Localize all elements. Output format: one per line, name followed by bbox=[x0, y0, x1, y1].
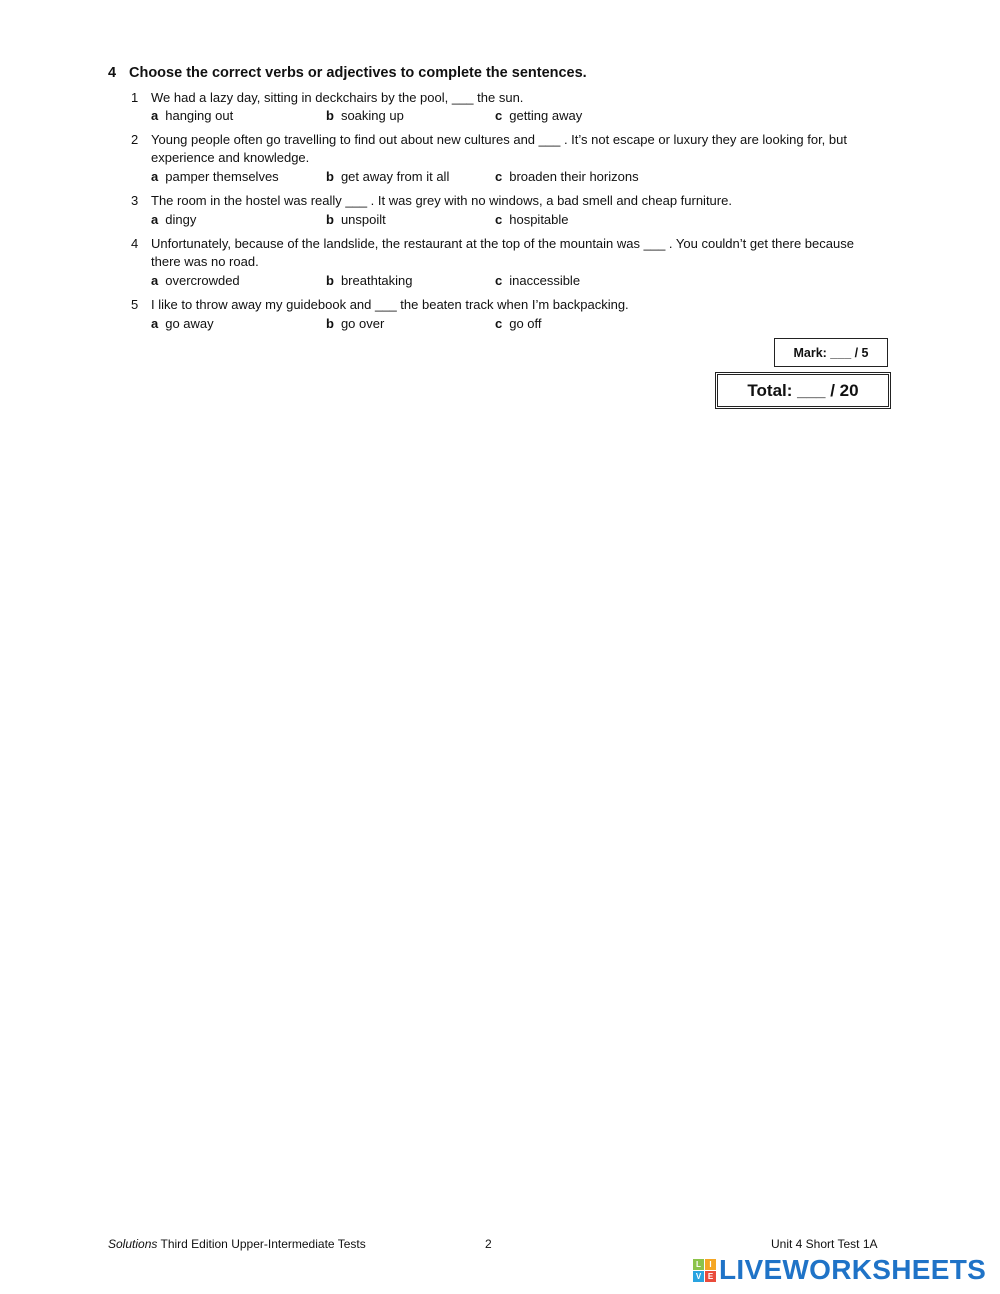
option-a[interactable] bbox=[151, 168, 279, 186]
option-text: go off bbox=[509, 316, 542, 331]
exercise-instruction: Choose the correct verbs or adjectives to complete the sentences. bbox=[129, 65, 587, 81]
exercise-title bbox=[108, 65, 587, 81]
footer-test-name: Unit 4 Short Test 1A bbox=[771, 1237, 878, 1251]
option-text: broaden their horizons bbox=[509, 169, 639, 184]
option-c[interactable] bbox=[495, 107, 582, 125]
question-text: Unfortunately, because of the landslide, the restaurant at the top of the mountain was ___ . You couldn’t get there because there was no road. bbox=[151, 236, 854, 269]
option-letter: a bbox=[151, 316, 159, 331]
option-b[interactable] bbox=[326, 107, 404, 125]
option-b[interactable] bbox=[326, 211, 386, 229]
question-text: Young people often go travelling to find out about new cultures and ___ . It’s not escape or luxury they are looking for, but experience and knowledge. bbox=[151, 132, 847, 165]
question-number: 1 bbox=[131, 90, 139, 105]
option-a[interactable] bbox=[151, 107, 233, 125]
logo-tile: L bbox=[693, 1259, 704, 1270]
option-letter: c bbox=[495, 316, 503, 331]
option-c[interactable] bbox=[495, 272, 580, 290]
question-number: 4 bbox=[131, 236, 139, 251]
option-text: dingy bbox=[165, 212, 197, 227]
option-letter: b bbox=[326, 316, 334, 331]
question-text: We had a lazy day, sitting in deckchairs by the pool, ___ the sun. bbox=[151, 90, 524, 105]
question-number: 3 bbox=[131, 193, 139, 208]
option-letter: a bbox=[151, 212, 159, 227]
option-text: hanging out bbox=[165, 108, 234, 123]
option-text: go away bbox=[165, 316, 214, 331]
option-c[interactable] bbox=[495, 211, 569, 229]
option-b[interactable] bbox=[326, 315, 384, 333]
footer-book-title-italic: Solutions bbox=[108, 1237, 158, 1251]
option-letter: b bbox=[326, 212, 334, 227]
mark-box: Mark: ___ / 5 bbox=[774, 338, 888, 367]
option-b[interactable] bbox=[326, 168, 449, 186]
option-letter: a bbox=[151, 273, 159, 288]
option-letter: c bbox=[495, 169, 503, 184]
option-text: soaking up bbox=[340, 108, 404, 123]
logo-tile: V bbox=[693, 1271, 704, 1282]
option-text: go over bbox=[340, 316, 385, 331]
option-letter: b bbox=[326, 108, 334, 123]
option-a[interactable] bbox=[151, 315, 214, 333]
footer-book-title-rest: Third Edition Upper-Intermediate Tests bbox=[157, 1237, 366, 1251]
liveworksheets-logo-icon bbox=[693, 1259, 716, 1282]
option-letter: b bbox=[326, 169, 334, 184]
question-text: I like to throw away my guidebook and ___ the beaten track when I’m backpacking. bbox=[151, 297, 629, 312]
option-text: unspoilt bbox=[340, 212, 386, 227]
total-box: Total: ___ / 20 bbox=[715, 372, 891, 409]
option-c[interactable] bbox=[495, 315, 542, 333]
option-b[interactable] bbox=[326, 272, 413, 290]
logo-tile: I bbox=[705, 1259, 716, 1270]
option-a[interactable] bbox=[151, 211, 196, 229]
liveworksheets-logo[interactable] bbox=[693, 1255, 986, 1285]
option-text: hospitable bbox=[509, 212, 569, 227]
option-letter: b bbox=[326, 273, 334, 288]
question-number: 5 bbox=[131, 297, 139, 312]
option-text: pamper themselves bbox=[165, 169, 279, 184]
option-text: inaccessible bbox=[509, 273, 581, 288]
logo-tile: E bbox=[705, 1271, 716, 1282]
option-a[interactable] bbox=[151, 272, 240, 290]
question-number: 2 bbox=[131, 132, 139, 147]
option-letter: a bbox=[151, 169, 159, 184]
question-text: The room in the hostel was really ___ . It was grey with no windows, a bad smell and cheap furniture. bbox=[151, 193, 732, 208]
option-text: getting away bbox=[509, 108, 583, 123]
footer-book-title bbox=[108, 1237, 366, 1251]
option-text: get away from it all bbox=[340, 169, 450, 184]
footer-page-number: 2 bbox=[485, 1237, 492, 1251]
option-letter: c bbox=[495, 108, 503, 123]
exercise-number: 4 bbox=[108, 65, 117, 81]
option-c[interactable] bbox=[495, 168, 639, 186]
option-letter: c bbox=[495, 212, 503, 227]
option-text: breathtaking bbox=[340, 273, 413, 288]
option-text: overcrowded bbox=[165, 273, 240, 288]
option-letter: c bbox=[495, 273, 503, 288]
option-letter: a bbox=[151, 108, 159, 123]
liveworksheets-logo-text: LIVEWORKSHEETS bbox=[719, 1254, 987, 1285]
